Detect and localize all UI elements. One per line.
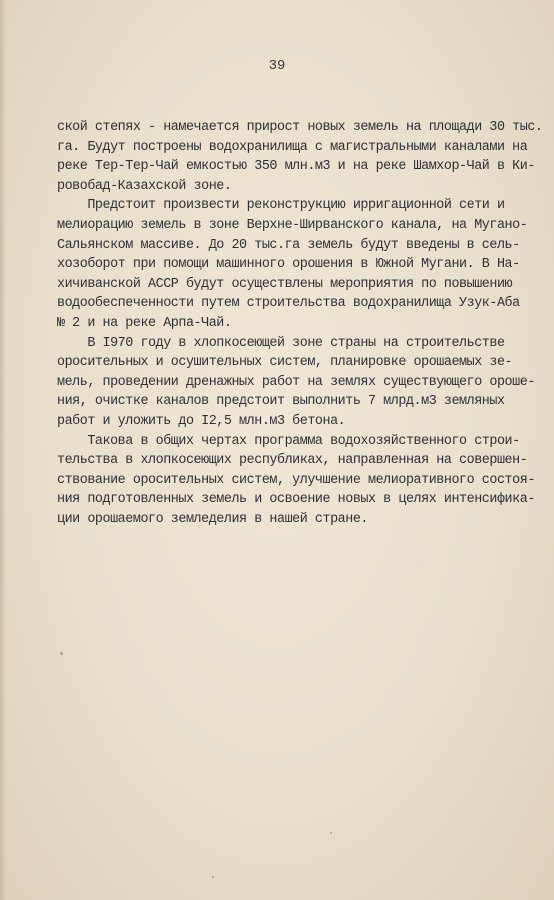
text-line: № 2 и на реке Арпа-Чай. bbox=[57, 315, 232, 331]
text-line: Такова в общих чертах программа водохозяйственного строи- bbox=[57, 433, 520, 449]
paper-speck bbox=[60, 652, 63, 655]
text-line: га. Будут построены водохранилища с магистральными каналами на bbox=[57, 139, 528, 155]
text-line: ния подготовленных земель и освоение новых в целях интенсифика- bbox=[57, 492, 535, 508]
text-line: ции орошаемого земледелия в нашей стране. bbox=[57, 511, 369, 527]
paper-speck bbox=[330, 832, 332, 834]
paragraph-1 bbox=[57, 118, 543, 196]
text-line: водообеспеченности путем строительства водохранилища Узук-Аба bbox=[57, 296, 520, 312]
paragraph-3 bbox=[57, 334, 535, 432]
page-left-edge-shadow bbox=[0, 0, 6, 900]
text-line: работ и уложить до I2,5 млн.м3 бетона. bbox=[57, 413, 346, 429]
text-line: Сальянском массиве. До 20 тыс.га земель будут введены в сель- bbox=[57, 237, 520, 253]
text-line: ровобад-Казахской зоне. bbox=[57, 178, 232, 194]
text-line: тельства в хлопкосеющих республиках, направленная на совершен- bbox=[57, 453, 528, 469]
paragraph-4 bbox=[57, 432, 535, 530]
text-line: ствование оросительных систем, улучшение мелиоративного состоя- bbox=[57, 472, 535, 488]
text-line: ской степях - намечается прирост новых земель на площади 30 тыс. bbox=[57, 120, 543, 135]
paragraph-2 bbox=[57, 196, 528, 333]
text-line: хичиванской АССР будут осуществлены мероприятия по повышению bbox=[57, 276, 513, 292]
body-text bbox=[57, 118, 543, 529]
text-line: В I970 году в хлопкосеющей зоне страны на строительстве bbox=[57, 335, 505, 351]
text-line: реке Тер-Тер-Чай емкостью 350 млн.м3 и на реке Шамхор-Чай в Ки- bbox=[57, 159, 535, 175]
paper-speck bbox=[212, 876, 214, 878]
text-line: Предстоит произвести реконструкцию ирригационной сети и bbox=[57, 198, 505, 214]
page-number: 39 bbox=[268, 58, 286, 74]
text-line: мелиорацию земель в зоне Верхне-Ширванского канала, на Мугано- bbox=[57, 217, 528, 233]
text-line: хозоборот при помощи машинного орошения в Южной Мугани. В На- bbox=[57, 257, 520, 273]
text-line: мель, проведении дренажных работ на землях существующего ороше- bbox=[57, 374, 535, 390]
text-line: оросительных и осушительных систем, планировке орошаемых зе- bbox=[57, 355, 513, 371]
text-line: ния, очистке каналов предстоит выполнить 7 млрд.м3 земляных bbox=[57, 394, 505, 410]
